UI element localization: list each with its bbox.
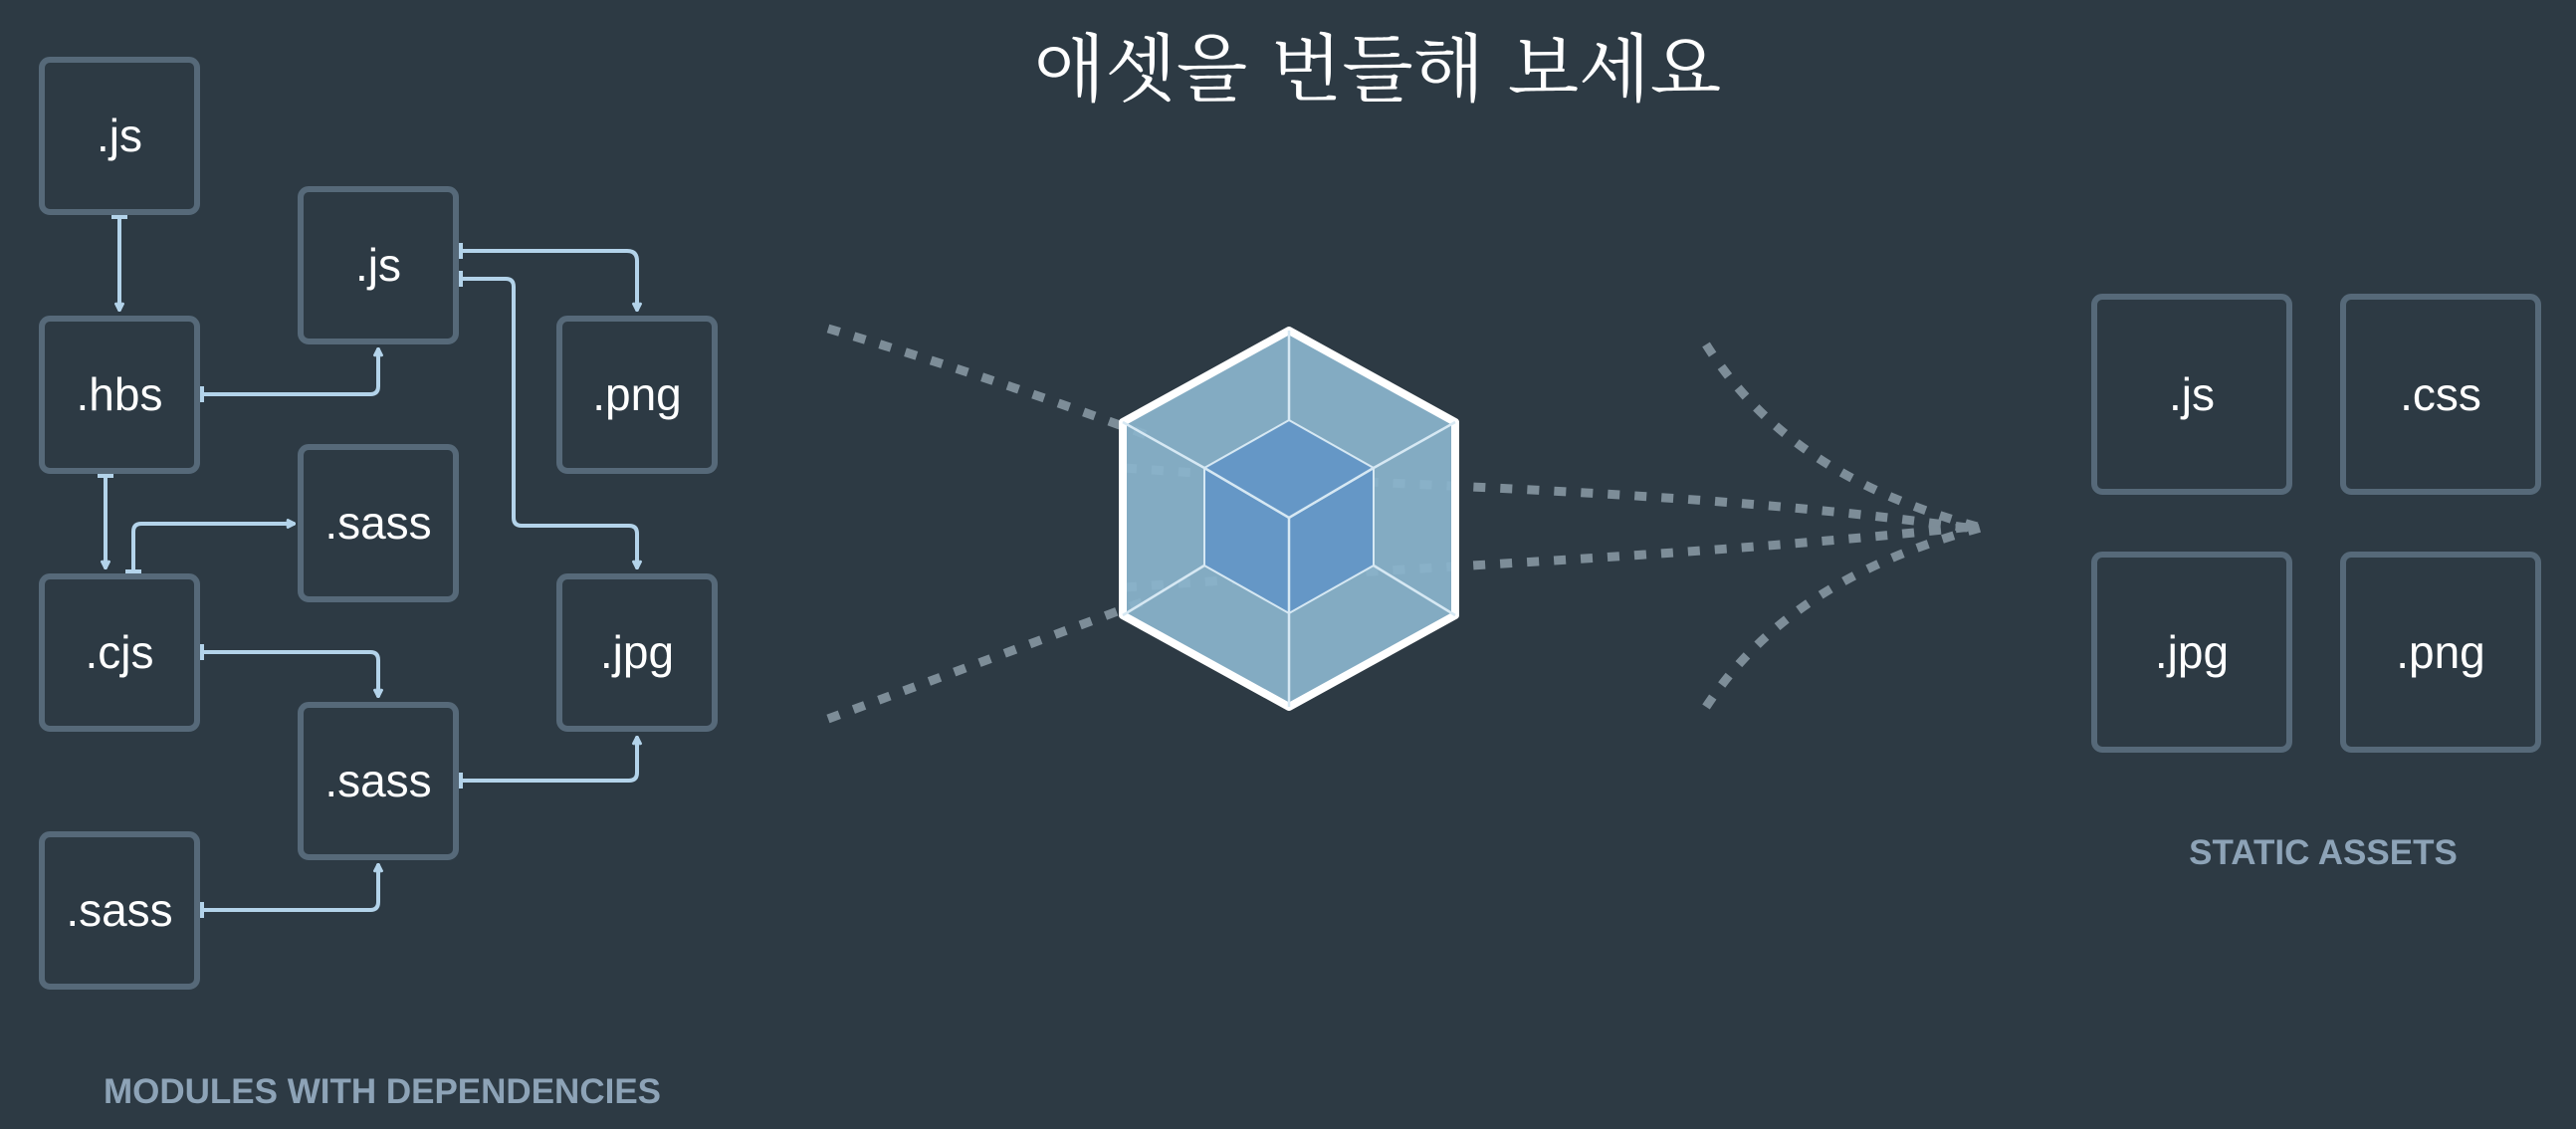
module-label: .jpg (599, 626, 675, 678)
asset-label: .jpg (2154, 626, 2230, 678)
asset-jpg (2094, 555, 2289, 750)
asset-png (2343, 555, 2538, 750)
arrow-cjs-to-sass (133, 524, 295, 571)
arrow-js-to-jpg (461, 279, 637, 568)
module-label: .hbs (76, 368, 163, 420)
module-label: .sass (324, 755, 432, 806)
page-title: 애셋을 번들해 보세요 (1033, 27, 1722, 113)
flow-in-bottom (828, 597, 1155, 719)
asset-label: .png (2396, 626, 2485, 678)
module-hbs (42, 319, 197, 471)
assets-group (2094, 297, 2538, 750)
flow-in-top (828, 329, 1155, 438)
asset-label: .js (2169, 368, 2215, 420)
asset-css (2343, 297, 2538, 492)
module-jpg (559, 576, 715, 729)
assets-caption: STATIC ASSETS (2189, 833, 2458, 872)
webpack-cube-icon (1123, 331, 1455, 707)
asset-js (2094, 297, 2289, 492)
flow-out-bottom (1706, 528, 1981, 707)
module-sass-bottom-left (42, 834, 197, 987)
module-label: .js (97, 110, 142, 161)
module-label: .sass (66, 884, 173, 936)
module-sass-lower (301, 705, 456, 857)
arrow-sass-to-jpg (461, 737, 637, 781)
arrow-sass-to-sass-lower (202, 864, 378, 910)
arrow-hbs-to-js (202, 348, 378, 394)
asset-label: .css (2400, 368, 2481, 420)
arrow-cjs-to-sass-lower (202, 652, 378, 697)
module-label: .cjs (85, 626, 154, 678)
module-sass-upper (301, 447, 456, 599)
modules-caption: MODULES WITH DEPENDENCIES (103, 1072, 662, 1111)
module-label: .js (355, 239, 401, 291)
module-png (559, 319, 715, 471)
module-cjs (42, 576, 197, 729)
module-js-middle (301, 189, 456, 341)
module-js-top (42, 60, 197, 212)
module-label: .sass (324, 497, 432, 549)
module-label: .png (592, 368, 682, 420)
